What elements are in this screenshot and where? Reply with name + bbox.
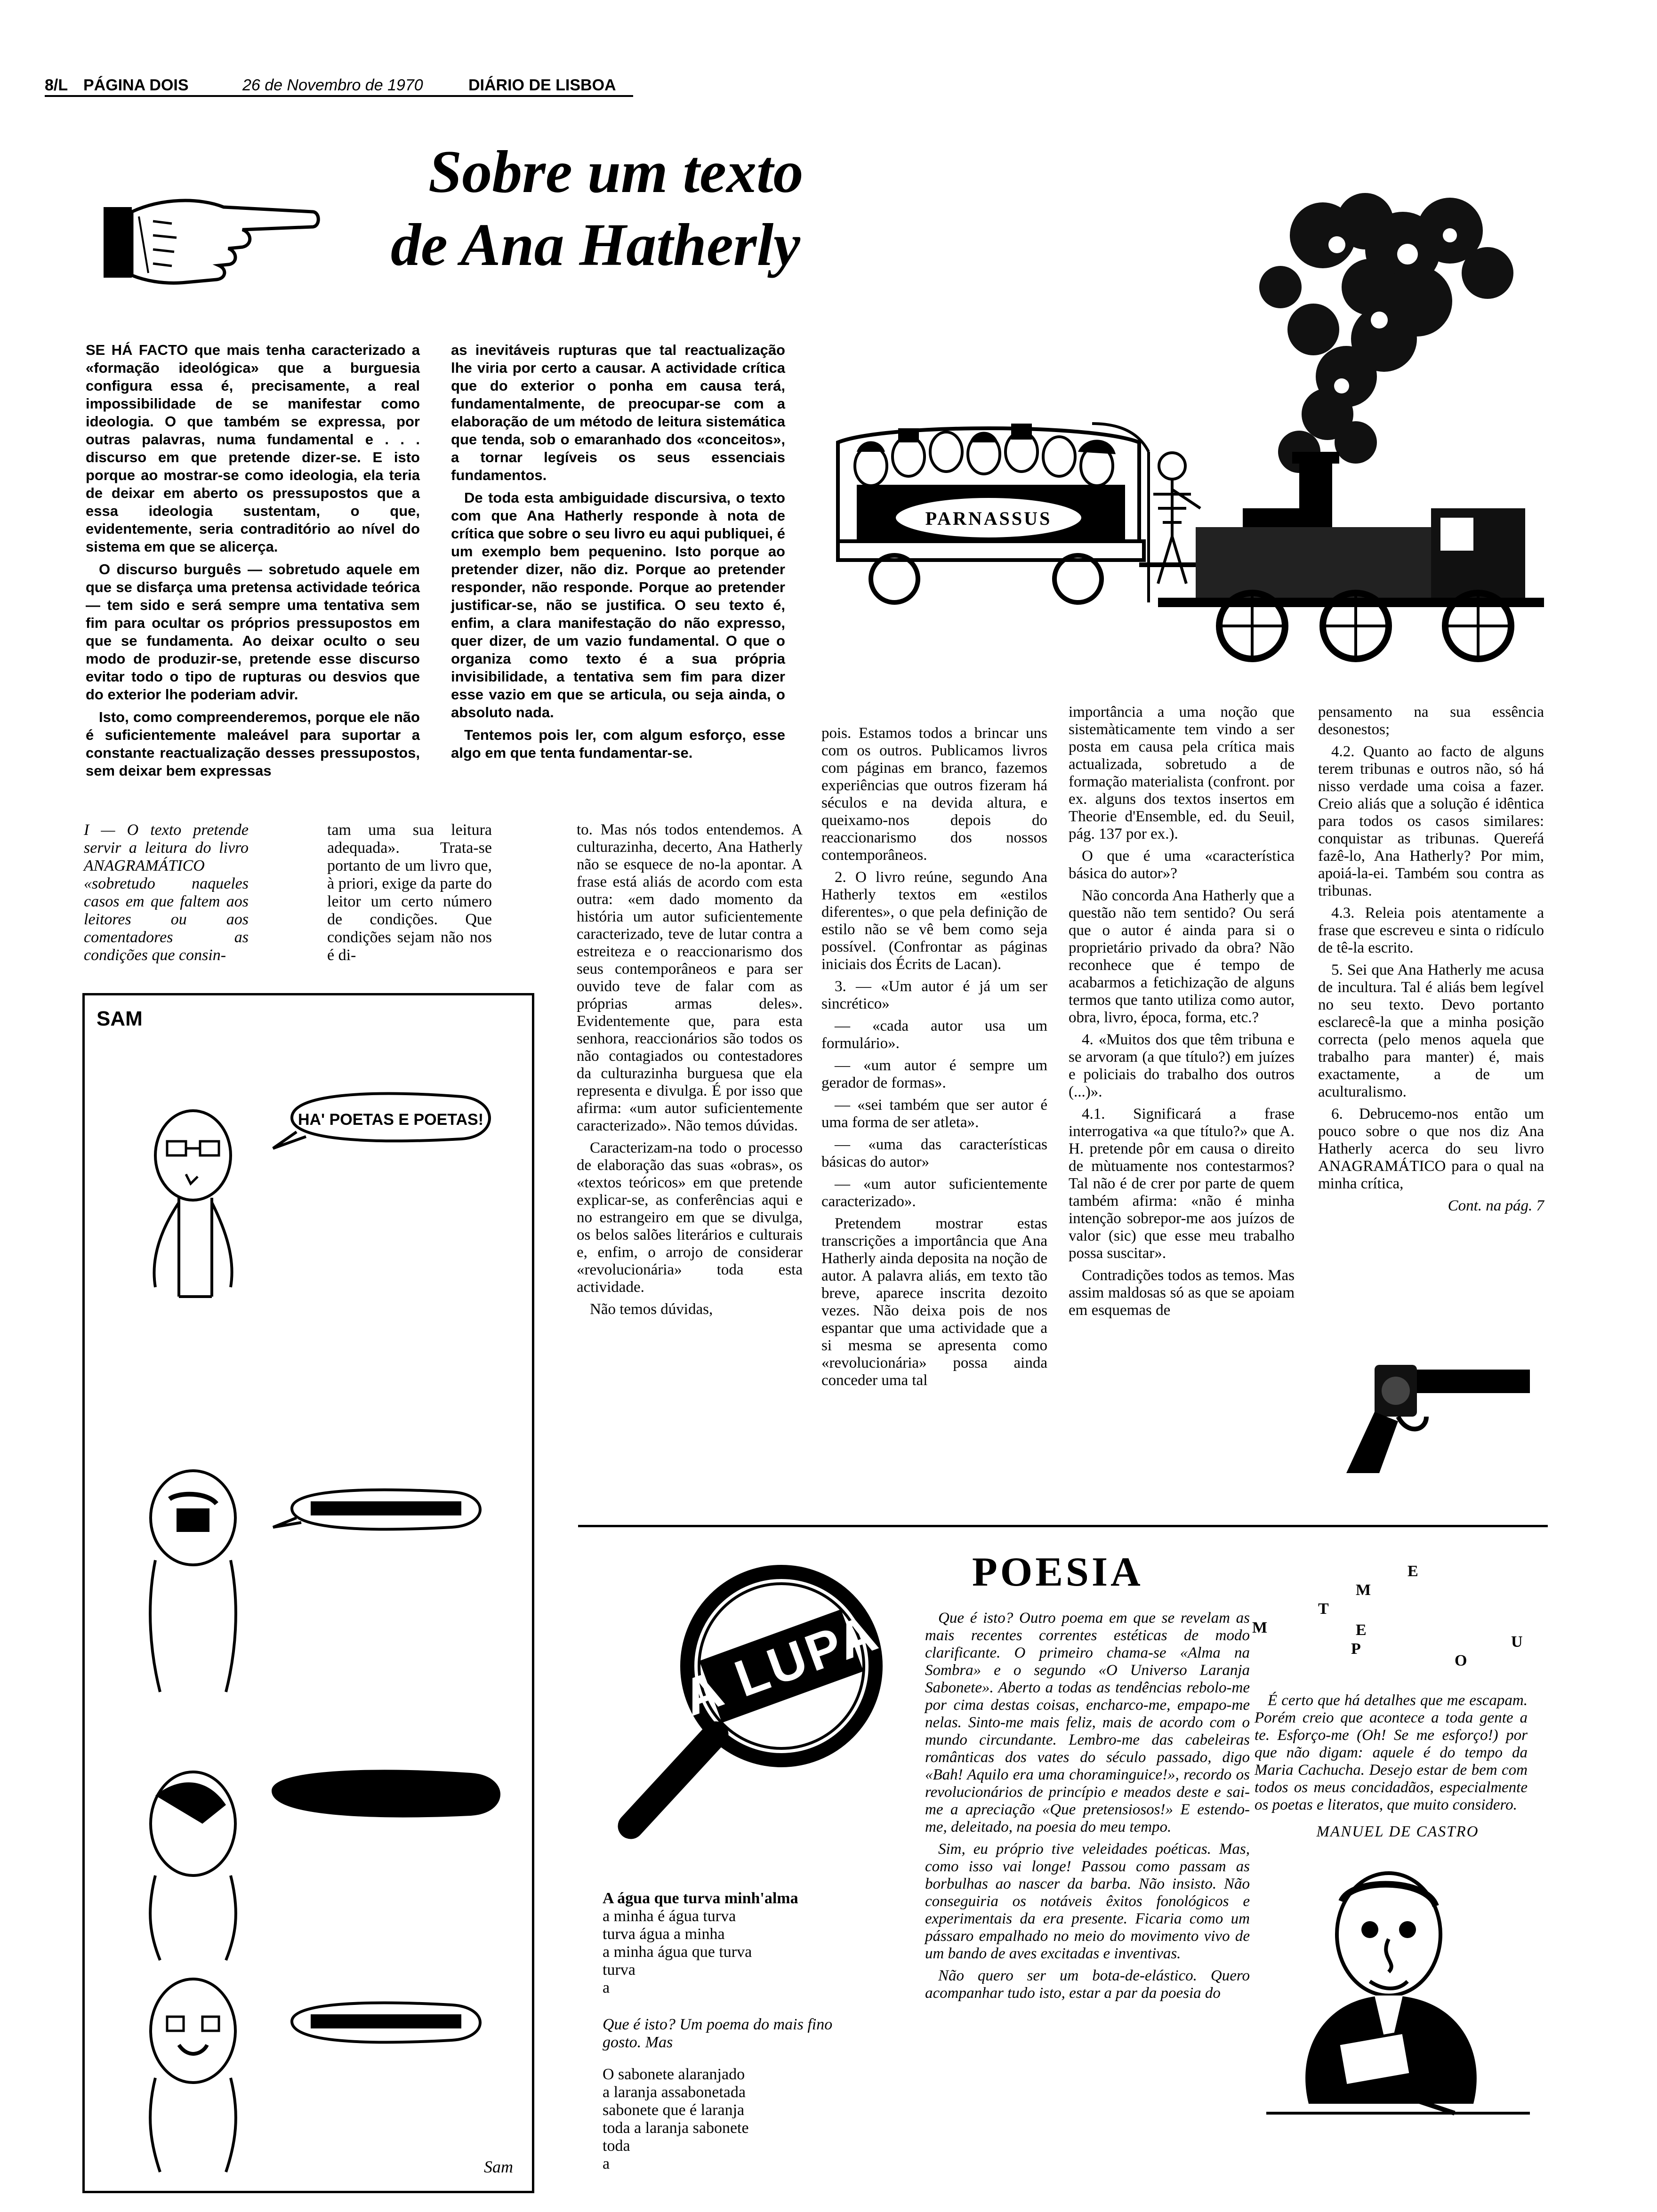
cartoon-box: [82, 993, 534, 2193]
poem-line: a minha água que turva: [603, 1943, 752, 1961]
poem-line: a: [603, 2155, 610, 2172]
body-paragraph: 4.2. Quanto ao facto de alguns terem tribunas e outros não, só há nisso verdade uma coisa a fazer. Creio aliás que a solução é idêntica para todos os casos similares: conquistar as tribunas. Quereŕá fazê-lo, Ana Hatherly? Por mim, apoiá-la-ei. Também sou contra as tribunas.: [1318, 743, 1544, 899]
scattered-letter: E: [1356, 1621, 1367, 1639]
body-paragraph: Caracterizam-na todo o processo de elaboração das suas «obras», os «textos teóricos» em que pretende explicar-se, as conferências aqui e no estrangeiro em que se divulga, os belos salões literários e culturais e, enfim, o arrojo de considerar «revolucionária» toda esta actividade.: [577, 1139, 803, 1296]
cartoon-credit: SAM: [97, 1007, 143, 1030]
body-paragraph: importância a uma noção que sistemàticamente tem vindo a ser posta em causa pela crítica mais actualizada, sobretudo a de formação materialista (confront. por ex. alguns dos textos insertos em Theorie d'Ensemble, ed. du Seuil, pág. 137 por ex.).: [1069, 704, 1295, 842]
poesia-middle-column: [925, 1610, 1250, 2007]
scattered-letter: U: [1511, 1633, 1523, 1651]
body-paragraph: — «um autor é sempre um gerador de formas».: [821, 1057, 1047, 1091]
poem-line: sabonete que é laranja: [603, 2101, 745, 2119]
body-paragraph: pensamento na sua essência desonestos;: [1318, 704, 1544, 738]
poesia-paragraph: Que é isto? Outro poema em que se revelam as mais recentes correntes estéticas de modo clarificante. O primeiro chama-se «Alma na Sombra» e o segundo «O Universo Laranja Sabonete». Aberto a todas as tendências rebolo-me por cima destas coisas, encharco-me, empapo-me nelas. Sinto-me mais feliz, mais de acordo com o mundo circundante. Lembro-me das cabeleiras românticas dos vates do século passado, digo «Bah! Aquilo era uma choraminguice!», recordo os revolucionários de princípio e meados deste e sai-me a apreciação «Que pretensiosos!» E estendo-me, deleitado, na poesia do meu tempo.: [925, 1610, 1250, 1835]
author-name: MANUEL DE CASTRO: [1316, 1823, 1479, 1840]
body-column-a: [84, 821, 249, 969]
body-paragraph: Não concorda Ana Hatherly que a questão não tem sentido? Ou será que o autor é ainda para si o proprietário privado da obra? Não reconhece que é tempo de acabarmos a fetichização de alguns termos que tanto utiliza como autor, obra, livro, época, forma, etc.?: [1069, 887, 1295, 1026]
scattered-letter: T: [1318, 1600, 1329, 1618]
body-paragraph: 3. — «Um autor é já um ser sincrético»: [821, 978, 1047, 1012]
body-paragraph: Não temos dúvidas,: [590, 1301, 713, 1318]
body-paragraph: 4.1. Significará a frase interrogativa «a que título?» que A. H. pretende pôr em causa o direito de mùtuamente nos contestarmos? Tal não é de crer por parte de quem também afirma: «não é minha intenção sobrepor-me aos juízos de valor (sic) que esse meu trabalho possa suscitar».: [1069, 1106, 1295, 1262]
intro-paragraph: as inevitáveis rupturas que tal reactualização lhe viria por certo a causar. A actividade crítica que do exterior o ponha em causa terá, fundamentalmente, de preocupar-se com a elaboração de um método de leitura sistemática que tenda, sob o emaranhado dos «conceitos», a tornar legíveis os seus essenciais fundamentos.: [451, 342, 785, 483]
scattered-letter: P: [1351, 1640, 1361, 1658]
body-paragraph: tam uma sua leitura adequada». Trata-se portanto de um livro que, à priori, exige da parte do leitor um certo número de condições. Que condições sejam não nos é di-: [327, 821, 492, 964]
body-paragraph: Contradições todos as temos. Mas assim maldosas só as que se apoiam em esquemas de: [1069, 1267, 1295, 1319]
poesia-paragraph: Sim, eu próprio tive veleidades poéticas. Mas, como isso vai longe! Passou como passam as borbulhas ao nascer da barba. Não insisto. Não conseguiria os notáveis êxitos fonológicos e experimentais da era presente. Ficaria como um pássaro empalhado no meio do movimento vivo de um bando de aves excitadas e inventivas.: [925, 1841, 1250, 1962]
pointing-hand-icon: [101, 179, 322, 297]
parnassus-banner: PARNASSUS: [925, 508, 1052, 529]
poem-line: toda a laranja sabonete: [603, 2119, 749, 2137]
body-column-f: [1318, 704, 1544, 1219]
continued-note: Cont. na pág. 7: [1448, 1197, 1544, 1214]
cartoon-signature: Sam: [484, 2157, 513, 2176]
poesia-title: POESIA: [972, 1549, 1143, 1595]
headline-line2: de Ana Hatherly: [391, 211, 800, 278]
body-paragraph: Pretendem mostrar estas transcrições a importância que Ana Hatherly ainda deposita na noção de autor. A palavra aliás, em texto tão breve, aparece inscrita dezoito vezes. Não deixa pois de nos espantar que uma actividade que a si mesma se apresenta como «revolucionária» possa ainda conceder uma tal: [821, 1215, 1047, 1389]
body-paragraph: — «um autor suficientemente caracterizado».: [821, 1176, 1047, 1210]
body-paragraph: to. Mas nós todos entendemos. A culturazinha, decerto, Ana Hatherly não se esquece de no-la apontar. A frase está aliás de acordo com esta outra: «em dado momento da história um autor suficientemente caracterizado, teve de lutar contra a estreiteza e o reaccionarismo dos seus contemporâneos e para ser ouvido teve de falar com as próprias armas deles». Evidentemente que, para esta senhora, reaccionários são todos os não contagiados ou contestadores da culturazinha burguesa que ela representa e divulga. É por isso que afirma: «um autor suficientemente caracterizado». Não temos dúvidas.: [577, 821, 803, 1134]
body-paragraph: I — O texto pretende servir a leitura do livro ANAGRAMÁTICO «sobretudo naqueles casos em que faltem aos leitores ou aos comentadores as condições que consin-: [84, 821, 249, 964]
issue-date: 26 de Novembro de 1970: [242, 76, 423, 94]
scattered-letter: M: [1356, 1581, 1371, 1599]
page-header: [45, 74, 633, 98]
poesia-divider: [578, 1525, 1548, 1527]
magnifier-text: A LUPA: [675, 1603, 887, 1727]
poem-line: toda: [603, 2137, 630, 2155]
scattered-letters: [1247, 1553, 1539, 1694]
body-paragraph: 5. Sei que Ana Hatherly me acusa de incultura. Tal é aliás bem legível no seu texto. Devo portanto esclarecê-la que a minha posição correcta (pelo menos aquela que trabalho para manter) é, mais exactamente, a de um aculturalismo.: [1318, 962, 1544, 1100]
body-paragraph: 4.3. Releia pois atentamente a frase que escreveu e sinta o ridículo de tê-la escrito.: [1318, 905, 1544, 956]
intro-column-1: [86, 341, 420, 785]
poesia-paragraph: É certo que há detalhes que me escapam. Porém creio que acontece a toda gente a te. Esforço-me (Oh! Se me esforço!) por que não digam: aquele é do tempo da Maria Cachucha. Desejo estar de bem com todos os meus concidadãos, especialmente os poetas e literatos, que muito considero.: [1255, 1692, 1528, 1813]
body-column-b: [327, 821, 492, 969]
poem-line: turva água a minha: [603, 1925, 725, 1943]
magnifying-glass-icon: [603, 1553, 913, 1845]
poem-line: A água que turva minh'alma: [603, 1890, 798, 1907]
body-paragraph: 6. Debrucemo-nos então um pouco sobre o que nos diz Ana Hatherly acerca do seu livro ANAGRAMÁTICO para o qual na minha crítica,: [1318, 1106, 1544, 1192]
intro-paragraph: SE HÁ FACTO que mais tenha caracterizado a «formação ideológica» que a burguesia configura essa é, precisamente, a real impossibilidade de se manifestar como ideologia. O que também se expressa, por outras palavras, numa fundamental e . . . discurso em que pretende dizer-se. E isto porque ao mostrar-se como ideologia, ela teria de deixar em aberto os pressupostos que a essa ideologia sustentam, o que, evidentemente, seria contraditório ao nível do sistema em que se alicerça.: [86, 342, 420, 555]
poem-line: a laranja assabonetada: [603, 2084, 746, 2101]
body-paragraph: — «uma das características básicas do autor»: [821, 1136, 1047, 1170]
scattered-letter: O: [1455, 1652, 1467, 1669]
body-paragraph: O que é uma «característica básica do autor»?: [1069, 848, 1295, 882]
body-paragraph: 2. O livro reúne, segundo Ana Hatherly textos em «estilos diferentes», o que pela definição de estilo não se vê bem como seja possível. (Confrontar as páginas iniciais dos Écrits de Lacan).: [821, 869, 1047, 973]
scattered-letter: M: [1252, 1619, 1268, 1636]
scattered-letter: E: [1408, 1563, 1418, 1580]
intro-paragraph: O discurso burguês — sobretudo aquele em que se disfarça uma pretensa actividade teórica — tem sido e será sempre uma tentativa sem fim para ocultar os próprios pressupostos em que se fundamenta. Ao deixar oculto o seu modo de produzir-se, pretende esse discurso evitar todo o tipo de rupturas ou desvios que do exterior lhe poderiam advir.: [86, 561, 420, 703]
poesia-paragraph: Não quero ser um bota-de-elástico. Quero acompanhar tudo isto, estar a par da poesia do: [925, 1967, 1250, 2002]
body-column-d: [821, 725, 1047, 1394]
poesia-right-column: [1255, 1692, 1528, 1845]
poem-caption: Que é isto? Um poema do mais fino gosto. Mas: [603, 2016, 833, 2051]
train-illustration: [828, 179, 1553, 668]
section-label: PÁGINA DOIS: [83, 76, 189, 94]
body-paragraph: — «cada autor usa um formulário».: [821, 1018, 1047, 1052]
poem-left: [603, 1890, 866, 2173]
body-column-c: [577, 821, 803, 1323]
poem-line: a: [603, 1979, 610, 1996]
intro-paragraph: De toda esta ambiguidade discursiva, o texto com que Ana Hatherly responde à nota de crítica que sobre o seu livro eu aqui publiquei, é um exemplo bem pequenino. Isto porque ao pretender dizer, não diz. Porque ao pretender responder, não responde. Porque ao pretender justificar-se, não se justifica. O seu texto é, enfim, a clara manifestação do não expresso, quer dizer, de um vazio fundamental. O que o organiza como texto é a sua própria invisibilidade, a tentativa sem fim para dizer esse vazio em que se articula, ou seja ainda, o absoluto nada.: [451, 489, 785, 721]
poem-line: turva: [603, 1961, 635, 1979]
intro-paragraph: Isto, como compreenderemos, porque ele não é suficientemente maleável para suportar a constante reactualização desses pressupostos, sem deixar bem expressas: [86, 709, 420, 779]
intro-paragraph: Tentemos pois ler, com algum esforço, esse algo em que tenta fundamentar-se.: [451, 727, 785, 761]
speech-bubble-text: HA' POETAS E POETAS!: [298, 1111, 484, 1129]
revolver-icon: [1318, 1355, 1535, 1478]
poem-line: a minha é água turva: [603, 1907, 736, 1925]
body-paragraph: — «sei também que ser autor é uma forma de ser atleta».: [821, 1097, 1047, 1131]
caricature-illustration: [1257, 1859, 1539, 2123]
body-paragraph: pois. Estamos todos a brincar uns com os outros. Publicamos livros com páginas em branco, fazemos experiências que outros fizeram há séculos e na devida altura, e queixamo-nos depois do reaccionarismo dos nossos contemporâneos.: [821, 725, 1047, 864]
body-paragraph: 4. «Muitos dos que têm tribuna e se arvoram (a que título?) em juízes e policiais do trabalho dos outros (...)».: [1069, 1031, 1295, 1100]
intro-column-2: [451, 341, 785, 767]
body-column-e: [1069, 704, 1295, 1324]
page-ref: 8/L: [45, 76, 68, 94]
headline-line1: Sobre um texto: [428, 138, 804, 205]
cartoon-drawing: [85, 995, 532, 2191]
newspaper-name: DIÁRIO DE LISBOA: [468, 76, 616, 94]
poem-line: O sabonete alaranjado: [603, 2066, 745, 2083]
